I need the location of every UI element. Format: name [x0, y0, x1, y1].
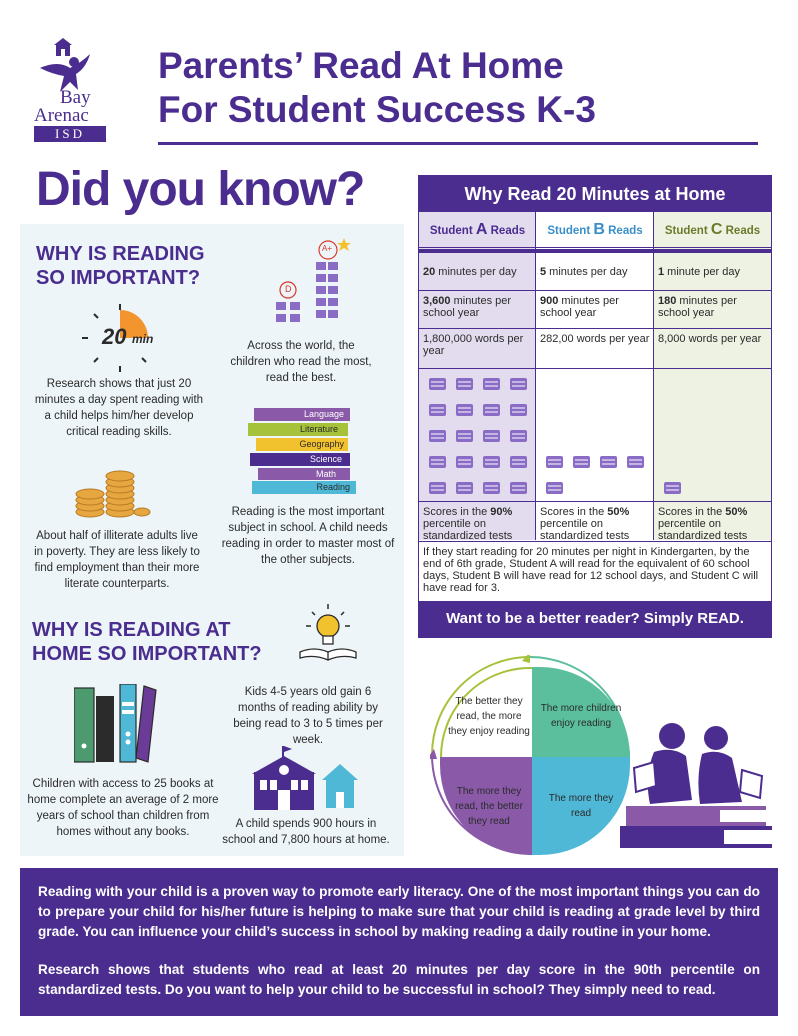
- book-icon: [573, 456, 590, 468]
- b-per-year-text: minutes per school year: [540, 295, 619, 319]
- header-student-a: [419, 212, 536, 248]
- subject-book-stack-icon: [246, 406, 362, 494]
- a-score-post: percentile on standardized tests: [423, 518, 513, 542]
- book-label-math: Math: [315, 469, 336, 479]
- book-geography: [256, 438, 348, 451]
- cycle-bottom-right: The more they read: [532, 757, 630, 855]
- book-icon: [546, 456, 563, 468]
- b-score-pre: Scores in the: [540, 506, 608, 518]
- b-score-post: percentile on standardized tests: [540, 518, 630, 542]
- book-literature: [248, 423, 348, 436]
- book-icon: [429, 482, 446, 494]
- header-b-letter: B: [593, 221, 605, 238]
- why-read-20-minutes-table: [418, 175, 772, 638]
- grade-d: D: [285, 284, 292, 294]
- a-per-day-text: minutes per day: [435, 266, 517, 278]
- bottom-paragraph-1: Reading with your child is a proven way to promote early literacy. One of the most important things you can do to prepare your child for his/her future is helping to make sure that your child is reading at grade level by third grade. You can influence your child’s success in school by making reading a daily routine in your home.: [38, 884, 760, 939]
- grade-a-plus: A+: [322, 244, 333, 253]
- a-per-year-value: 3,600: [423, 295, 451, 307]
- book-icon: [429, 456, 446, 468]
- cell-a-words: 1,800,000 words per year: [419, 329, 536, 369]
- c-per-day-text: minute per day: [664, 266, 740, 278]
- book-label-language: Language: [303, 409, 344, 419]
- timer-unit: min: [132, 332, 154, 346]
- fact-most-important-subject: Reading is the most important subject in school. A child needs reading in order to master most of the other subjects.: [221, 506, 395, 566]
- c-score-value: 50%: [725, 506, 748, 518]
- logo-text-arenac: Arenac: [34, 105, 89, 126]
- cell-b-words: 282,00 words per year: [536, 329, 654, 369]
- book-math: [258, 468, 350, 480]
- book-icon: [483, 404, 500, 416]
- cell-a-per-year: [419, 291, 536, 329]
- book-icon: [510, 482, 527, 494]
- cell-b-per-year: [536, 291, 654, 329]
- twenty-minute-timer-icon: [70, 302, 170, 372]
- section1-title-line-2: SO IMPORTANT?: [36, 267, 201, 289]
- book-icon: [429, 378, 446, 390]
- book-icon: [510, 378, 527, 390]
- table-note: If they start reading for 20 minutes per night in Kindergarten, by the end of 6th grade, Student A will read for the equivalent of 60 school days, Student B will have read for 12 school days, and Student C will have read for 3.: [423, 546, 759, 594]
- section-title-why-reading: [36, 242, 205, 290]
- section1-title-line-1: WHY IS READING: [36, 243, 205, 265]
- c-per-day-value: 1: [658, 266, 665, 278]
- a-per-year-text: minutes per school year: [423, 295, 512, 319]
- cell-b-per-day: [536, 253, 654, 291]
- section2-title-line-1: WHY IS READING AT: [32, 619, 231, 641]
- book-icon: [456, 482, 473, 494]
- logo-text-bay: Bay: [60, 87, 91, 108]
- bottom-message-band: [20, 868, 778, 1016]
- book-icon: [510, 430, 527, 442]
- did-you-know-heading: Did you know?: [36, 163, 365, 216]
- book-reading: [252, 481, 356, 494]
- fact-kids-4-5: Kids 4-5 years old gain 6 months of reading ability by being read to 3 to 5 times per week.: [233, 686, 383, 746]
- header-b-post: Reads: [604, 225, 643, 237]
- section2-title-line-2: HOME SO IMPORTANT?: [32, 643, 262, 665]
- school-house-icon: [252, 746, 362, 812]
- book-icon: [429, 404, 446, 416]
- book-science: [250, 453, 350, 466]
- book-label-geography: Geography: [299, 439, 344, 449]
- fact-25-books: Children with access to 25 books at home complete an average of 2 more years of school than children from homes without any books.: [27, 778, 219, 838]
- book-icon: [510, 456, 527, 468]
- cycle-bottom-left: The more they read, the better they read: [440, 757, 538, 855]
- book-icons-student-b: [536, 369, 653, 502]
- book-icon: [456, 430, 473, 442]
- book-icon: [483, 482, 500, 494]
- cell-a-per-day: [419, 253, 536, 291]
- book-icon: [456, 378, 473, 390]
- book-icon: [664, 482, 681, 494]
- fact-900-hours: A child spends 900 hours in school and 7,800 hours at home.: [222, 818, 390, 846]
- logo-text-isd: ISD: [34, 126, 106, 142]
- timer-number: 20: [102, 324, 127, 349]
- c-per-year-text: minutes per school year: [658, 295, 737, 319]
- book-icon: [510, 404, 527, 416]
- book-icon: [456, 404, 473, 416]
- header-c-letter: C: [710, 221, 723, 238]
- book-icon: [627, 456, 644, 468]
- a-score-pre: Scores in the: [423, 506, 491, 518]
- a-per-day-value: 20: [423, 266, 436, 278]
- header-c-pre: Student: [664, 225, 711, 237]
- book-label-literature: Literature: [299, 424, 338, 434]
- cell-c-per-year: [654, 291, 771, 329]
- header-c-post: Reads: [722, 225, 761, 237]
- page-title: [158, 44, 596, 132]
- cell-a-score: [419, 502, 536, 542]
- bookshelf-icon: [74, 684, 164, 764]
- title-line-2: For Student Success K-3: [158, 89, 596, 130]
- fact-20-minutes: Research shows that just 20 minutes a day spent reading with a child helps him/her develop critical reading skills.: [34, 378, 204, 438]
- book-icon: [456, 456, 473, 468]
- book-label-science: Science: [309, 454, 342, 464]
- header-student-b: [536, 212, 654, 248]
- b-per-day-value: 5: [540, 266, 547, 278]
- table-heading: Why Read 20 Minutes at Home: [419, 176, 771, 212]
- book-language: [254, 408, 350, 421]
- table-footer-banner: Want to be a better reader? Simply READ.: [419, 601, 771, 637]
- cell-c-score: [654, 502, 771, 542]
- book-icon: [429, 430, 446, 442]
- cell-b-score: [536, 502, 654, 542]
- cell-c-per-day: [654, 253, 771, 291]
- bottom-paragraph-2: Research shows that students who read at least 20 minutes per day score in the 90th percentile on standardized tests. Do you want to help your child to be successful in school? They simply need to read.: [38, 962, 760, 997]
- header-b-pre: Student: [547, 225, 594, 237]
- book-icon: [483, 456, 500, 468]
- a-score-value: 90%: [490, 506, 513, 518]
- why-reading-panel: [20, 224, 404, 856]
- c-per-year-value: 180: [658, 295, 677, 307]
- title-divider: [158, 142, 758, 145]
- kids-reading-illustration: [620, 722, 780, 862]
- book-icon: [546, 482, 563, 494]
- cell-c-words: 8,000 words per year: [654, 329, 771, 369]
- lightbulb-book-icon: [296, 604, 360, 664]
- header-a-pre: Student: [429, 225, 476, 237]
- cycle-top-right: The more children enjoy reading: [532, 667, 630, 765]
- c-score-post: percentile on standardized tests: [658, 518, 748, 542]
- header-student-c: [654, 212, 771, 248]
- fact-read-most: Across the world, the children who read the most, read the best.: [230, 340, 372, 384]
- header-a-post: Reads: [487, 225, 526, 237]
- b-score-value: 50%: [607, 506, 630, 518]
- section-title-reading-at-home: [32, 618, 262, 666]
- b-per-day-text: minutes per day: [546, 266, 628, 278]
- b-per-year-value: 900: [540, 295, 559, 307]
- bay-arenac-isd-logo: [30, 38, 110, 142]
- book-icons-student-c: [654, 369, 771, 502]
- c-score-pre: Scores in the: [658, 506, 726, 518]
- book-icon: [483, 430, 500, 442]
- book-icons-student-a: [419, 369, 536, 502]
- header-a-letter: A: [475, 221, 488, 238]
- grade-books-icon: [270, 238, 360, 334]
- schoolhouse-figure-icon: [30, 38, 110, 94]
- title-line-1: Parents’ Read At Home: [158, 45, 564, 86]
- coins-icon: [72, 468, 152, 520]
- cycle-top-left: The better they read, the more they enjoy reading: [440, 667, 538, 765]
- fact-illiterate-poverty: About half of illiterate adults live in poverty. They are less likely to find employment than their more literate counterparts.: [34, 530, 200, 590]
- book-label-reading: Reading: [316, 482, 350, 492]
- book-quantity-visual: [419, 369, 771, 502]
- book-icon: [483, 378, 500, 390]
- reading-cycle-diagram: [430, 655, 630, 855]
- book-icon: [600, 456, 617, 468]
